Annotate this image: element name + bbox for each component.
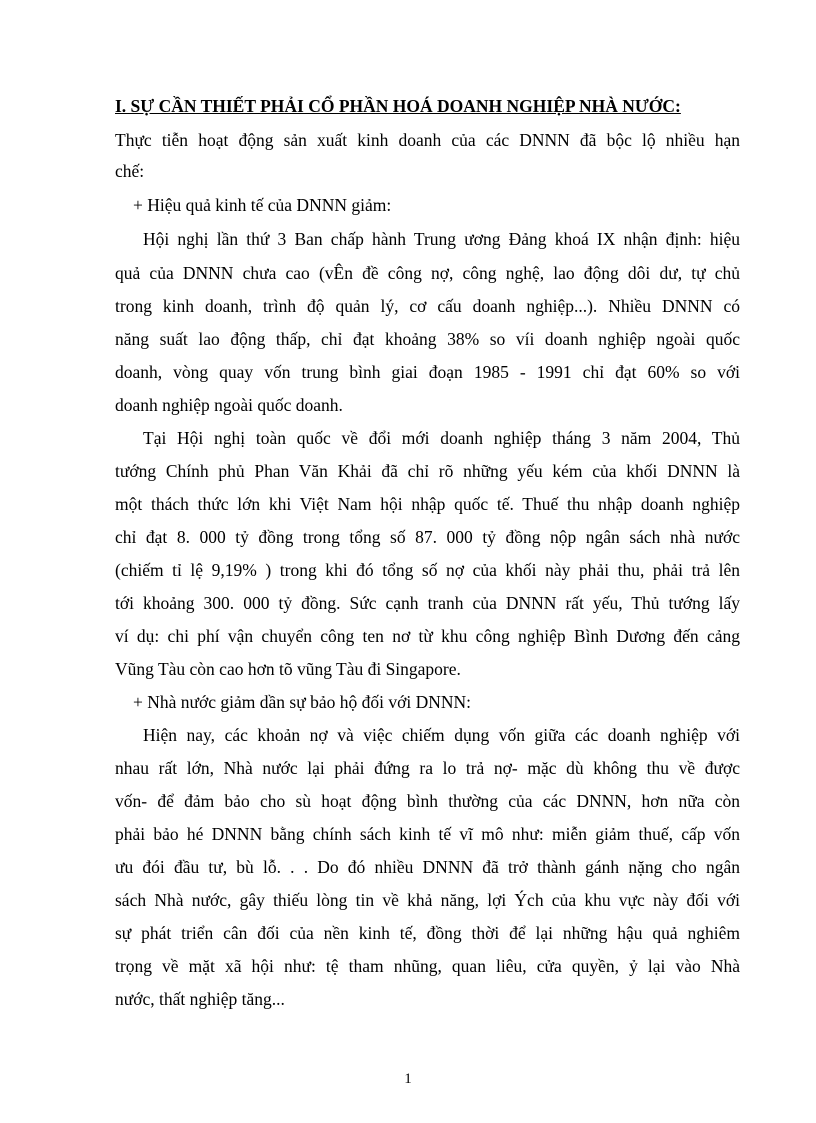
paragraph-line: Thực tiễn hoạt động sản xuất kinh doanh của các DNNN đã bộc lộ nhiều hạn xyxy=(115,130,740,150)
section-heading: I. SỰ CẦN THIẾT PHẢI CỔ PHẦN HOÁ DOANH NGHIỆP NHÀ NƯỚC: xyxy=(115,96,681,116)
paragraph-line: năng suất lao động thấp, chỉ đạt khoảng 38% so víi doanh nghiệp ngoài quốc xyxy=(115,329,740,349)
paragraph-line: ưu đói đầu tư, bù lỗ. . . Do đó nhiều DNNN đã trở thành gánh nặng cho ngân xyxy=(115,857,740,877)
paragraph-line: Tại Hội nghị toàn quốc về đổi mới doanh nghiệp tháng 3 năm 2004, Thủ xyxy=(143,428,740,448)
paragraph-line: (chiếm tỉ lệ 9,19% ) trong khi đó tổng số nợ của khối này phải thu, phải trả lên xyxy=(115,560,740,580)
paragraph-line: trọng về mặt xã hội như: tệ tham nhũng, quan liêu, cửa quyền, ỷ lại vào Nhà xyxy=(115,956,740,976)
paragraph-line: một thách thức lớn khi Việt Nam hội nhập quốc tế. Thuế thu nhập doanh nghiệp xyxy=(115,494,740,514)
paragraph-line: tới khoảng 300. 000 tỷ đồng. Sức cạnh tranh của DNNN rất yếu, Thủ tướng lấy xyxy=(115,593,740,613)
bullet-heading: + Hiệu quả kinh tế của DNNN giảm: xyxy=(133,195,392,215)
paragraph-line: Hiện nay, các khoản nợ và việc chiếm dụng vốn giữa các doanh nghiệp với xyxy=(143,725,740,745)
paragraph-line: nhau rất lớn, Nhà nước lại phải đứng ra lo trả nợ- mặc dù không thu về được xyxy=(115,758,740,778)
paragraph-line: sự phát triển cân đối của nền kinh tế, đồng thời để lại những hậu quả nghiêm xyxy=(115,923,740,943)
bullet-heading: + Nhà nước giảm dần sự bảo hộ đối với DNNN: xyxy=(133,692,471,712)
paragraph-line: quả của DNNN chưa cao (vÊn đề công nợ, công nghệ, lao động dôi dư, tự chủ xyxy=(115,263,740,283)
paragraph-line: Hội nghị lần thứ 3 Ban chấp hành Trung ương Đảng khoá IX nhận định: hiệu xyxy=(143,229,740,249)
page-number: 1 xyxy=(404,1071,412,1087)
paragraph-line: sách Nhà nước, gây thiếu lòng tin về khả năng, lợi Ých của khu vực này đối với xyxy=(115,890,740,910)
paragraph-line: Vũng Tàu còn cao hơn tõ vũng Tàu đi Singapore. xyxy=(115,659,461,679)
paragraph-line: phải bảo hé DNNN bằng chính sách kinh tế vĩ mô như: miễn giảm thuế, cấp vốn xyxy=(115,824,740,844)
paragraph-line: vốn- để đảm bảo cho sù hoạt động bình thường của các DNNN, hơn nữa còn xyxy=(115,791,740,811)
paragraph-line: ví dụ: chi phí vận chuyển công ten nơ từ khu công nghiệp Bình Dương đến cảng xyxy=(115,626,740,646)
paragraph-line: chỉ đạt 8. 000 tỷ đồng trong tổng số 87. 000 tỷ đồng nộp ngân sách nhà nước xyxy=(115,527,740,547)
paragraph-line: trong kinh doanh, trình độ quản lý, cơ cấu doanh nghiệp...). Nhiều DNNN có xyxy=(115,296,740,316)
paragraph-line: nước, thất nghiệp tăng... xyxy=(115,989,285,1009)
paragraph-line: tướng Chính phủ Phan Văn Khải đã chỉ rõ những yếu kém của khối DNNN là xyxy=(115,461,740,481)
paragraph-line: doanh nghiệp ngoài quốc doanh. xyxy=(115,395,343,415)
paragraph-line: chế: xyxy=(115,161,145,181)
paragraph-line: doanh, vòng quay vốn trung bình giai đoạn 1985 - 1991 chỉ đạt 60% so với xyxy=(115,362,740,382)
